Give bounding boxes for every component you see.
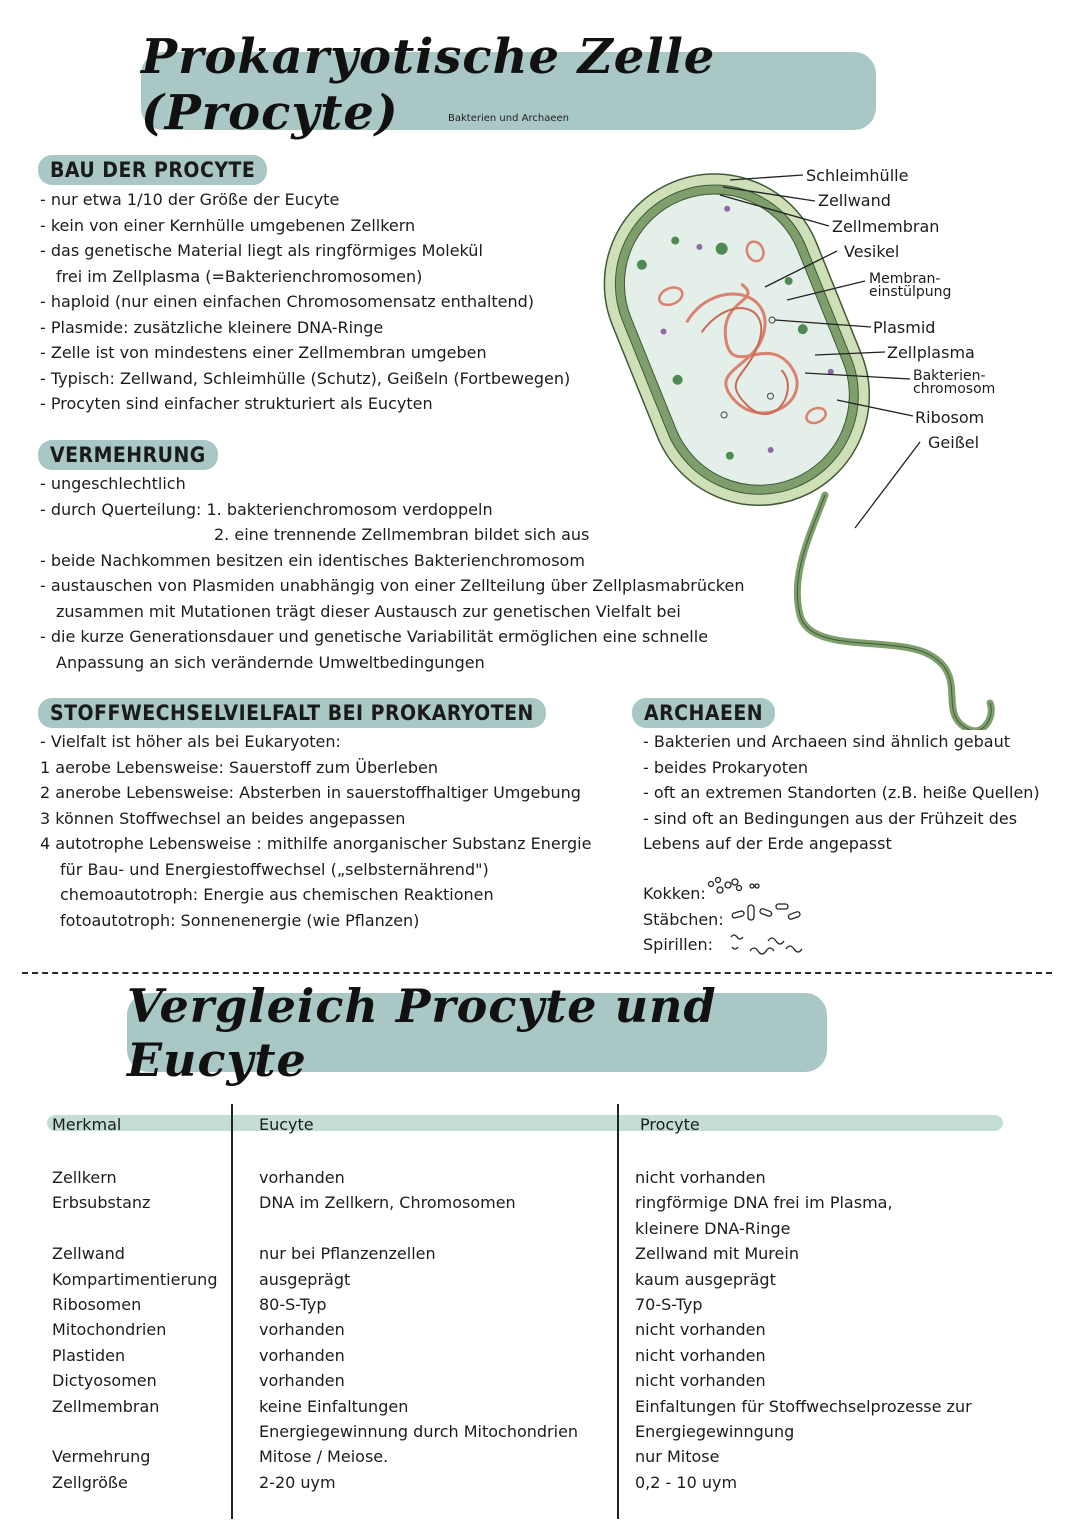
merkmal-cell: Plastiden xyxy=(52,1345,126,1365)
label-geissel: Geißel xyxy=(928,433,980,452)
archaeen-line: - Bakterien und Archaeen sind ähnlich gebaut xyxy=(643,732,1011,751)
stoffwechsel-line: fotoautotroph: Sonnenenergie (wie Pflanzen) xyxy=(60,910,420,930)
label-kokken: Kokken: xyxy=(643,884,706,903)
bau-line: - haploid (nur einen einfachen Chromosomensatz enthaltend) xyxy=(40,292,535,311)
comparison-title: Vergleich Procyte und Eucyte xyxy=(127,978,717,1087)
page-subtitle: Bakterien und Archaeen xyxy=(448,113,569,124)
vermehrung-line: Anpassung an sich verändernde Umweltbedingungen xyxy=(56,652,485,672)
eucyte-cell: ausgeprägt xyxy=(259,1269,351,1289)
procyte-diagram xyxy=(575,155,1080,730)
archaeen-line: - oft an extremen Standorten (z.B. heiße Quellen) xyxy=(643,783,1040,802)
procyte-cell: 70-S-Typ xyxy=(635,1294,703,1314)
flagellum xyxy=(797,495,991,730)
eucyte-cell: Energiegewinnung durch Mitochondrien xyxy=(259,1421,579,1441)
vermehrung-line: - ungeschlechtlich xyxy=(40,474,186,493)
eucyte-cell: vorhanden xyxy=(259,1320,345,1340)
merkmal-cell: Zellmembran xyxy=(52,1396,160,1416)
merkmal-cell: Dictyosomen xyxy=(52,1371,157,1391)
bau-line: - Typisch: Zellwand, Schleimhülle (Schutz), Geißeln (Fortbewegen) xyxy=(40,368,571,388)
stoffwechsel-list xyxy=(40,729,591,933)
vermehrung-line: - austauschen von Plasmiden unabhängig von einer Zellteilung über Zellplasmabrücken xyxy=(40,576,745,595)
column-merkmal xyxy=(52,1115,218,1495)
label-zellplasma: Zellplasma xyxy=(887,343,975,362)
stoffwechsel-line: für Bau- und Energiestoffwechsel („selbsternährend") xyxy=(60,859,489,879)
bau-list xyxy=(40,187,570,417)
vermehrung-line: zusammen mit Mutationen trägt dieser Austausch zur genetischen Vielfalt bei xyxy=(56,601,681,621)
procyte-cell: nicht vorhanden xyxy=(635,1320,766,1340)
procyte-cell: Energiegewinngung xyxy=(635,1421,795,1441)
label-membran-2: einstülpung xyxy=(869,284,952,300)
column-eucyte xyxy=(259,1115,579,1495)
procyte-cell: ringförmige DNA frei im Plasma, xyxy=(635,1193,893,1213)
staebchen-icon xyxy=(730,900,805,926)
merkmal-cell: Vermehrung xyxy=(52,1447,151,1467)
merkmal-cell: Kompartimentierung xyxy=(52,1269,218,1289)
label-schleimhuelle: Schleimhülle xyxy=(806,166,909,185)
section-heading-bau: BAU DER PROCYTE xyxy=(38,155,267,185)
header-merkmal: Merkmal xyxy=(52,1115,122,1134)
vermehrung-line: - die kurze Generationsdauer und genetische Variabilität ermöglichen eine schnelle xyxy=(40,627,709,646)
eucyte-cell: vorhanden xyxy=(259,1345,345,1365)
header-procyte: Procyte xyxy=(640,1115,700,1134)
bau-line: - Zelle ist von mindestens einer Zellmembran umgeben xyxy=(40,343,487,362)
eucyte-cell: Mitose / Meiose. xyxy=(259,1447,389,1467)
archaeen-line: - sind oft an Bedingungen aus der Frühzeit des xyxy=(643,808,1018,828)
procyte-cell: nicht vorhanden xyxy=(635,1168,766,1187)
procyte-cell: nur Mitose xyxy=(635,1447,720,1467)
eucyte-cell: DNA im Zellkern, Chromosomen xyxy=(259,1193,516,1213)
stoffwechsel-line: chemoautotroph: Energie aus chemischen Reaktionen xyxy=(60,885,494,904)
stoffwechsel-line: - Vielfalt ist höher als bei Eukaryoten: xyxy=(40,732,341,751)
section-heading-archaeen: ARCHAEEN xyxy=(632,698,775,728)
archaeen-list xyxy=(643,729,1040,857)
eucyte-cell: vorhanden xyxy=(259,1168,345,1187)
merkmal-cell: Zellgröße xyxy=(52,1472,128,1492)
label-vesikel: Vesikel xyxy=(844,242,900,261)
column-divider xyxy=(231,1104,233,1519)
cell-illustration xyxy=(575,155,1080,730)
flagellum-outline xyxy=(797,495,991,730)
spirillen-icon xyxy=(728,929,808,957)
comparison-title-banner xyxy=(127,978,827,1087)
merkmal-cell: Erbsubstanz xyxy=(52,1193,151,1213)
merkmal-cell xyxy=(52,1216,217,1241)
column-divider xyxy=(617,1104,619,1519)
stoffwechsel-line: 2 anerobe Lebensweise: Absterben in sauerstoffhaltiger Umgebung xyxy=(40,783,581,802)
bau-line: - nur etwa 1/10 der Größe der Eucyte xyxy=(40,190,340,209)
eucyte-cell: nur bei Pflanzenzellen xyxy=(259,1244,436,1264)
eucyte-cell: 80-S-Typ xyxy=(259,1294,327,1314)
eucyte-cell: vorhanden xyxy=(259,1371,345,1391)
stoffwechsel-line: 4 autotrophe Lebensweise : mithilfe anorganischer Substanz Energie xyxy=(40,834,592,853)
procyte-cell: 0,2 - 10 uym xyxy=(635,1472,738,1492)
label-chromosom-2: chromosom xyxy=(913,381,996,397)
label-zellwand: Zellwand xyxy=(818,191,891,210)
bau-line: - Plasmide: zusätzliche kleinere DNA-Ringe xyxy=(40,317,384,337)
stoffwechsel-line: 1 aerobe Lebensweise: Sauerstoff zum Überleben xyxy=(40,757,438,777)
archaeen-line: - beides Prokaryoten xyxy=(643,757,808,777)
vermehrung-line: - durch Querteilung: 1. bakterienchromosom verdoppeln xyxy=(40,499,493,519)
archaeen-line: Lebens auf der Erde angepasst xyxy=(643,834,892,853)
bau-line: - Procyten sind einfacher strukturiert als Eucyten xyxy=(40,394,433,413)
procyte-cell: kleinere DNA-Ringe xyxy=(635,1218,791,1238)
header-eucyte: Eucyte xyxy=(259,1115,314,1134)
vermehrung-line: 2. eine trennende Zellmembran bildet sich aus xyxy=(214,525,590,544)
section-divider xyxy=(22,972,1052,974)
label-plasmid: Plasmid xyxy=(873,318,936,337)
merkmal-cell: Mitochondrien xyxy=(52,1320,167,1340)
merkmal-cell xyxy=(52,1419,217,1444)
eucyte-cell: keine Einfaltungen xyxy=(259,1396,409,1416)
table-header-bar xyxy=(47,1115,1003,1131)
page-title: Prokaryotische Zelle (Procyte) xyxy=(141,29,716,141)
merkmal-cell: Zellwand xyxy=(52,1244,125,1264)
label-spirillen: Spirillen: xyxy=(643,935,714,954)
bau-line: - kein von einer Kernhülle umgebenen Zellkern xyxy=(40,215,416,235)
procyte-cell: Zellwand mit Murein xyxy=(635,1244,799,1264)
label-chromosom-1: Bakterien- xyxy=(913,368,986,384)
eucyte-cell: 2-20 uym xyxy=(259,1472,336,1492)
bau-line: - das genetische Material liegt als ringförmiges Molekül xyxy=(40,241,483,260)
label-staebchen: Stäbchen: xyxy=(643,910,724,929)
section-heading-stoffwechsel: STOFFWECHSELVIELFALT BEI PROKARYOTEN xyxy=(38,698,546,728)
kokken-icon xyxy=(706,874,766,898)
vermehrung-line: - beide Nachkommen besitzen ein identisches Bakterienchromosom xyxy=(40,550,585,570)
label-ribosom: Ribosom xyxy=(915,408,985,427)
procyte-cell: nicht vorhanden xyxy=(635,1371,766,1391)
stoffwechsel-line: 3 können Stoffwechsel an beides angepassen xyxy=(40,808,406,828)
procyte-cell: Einfaltungen für Stoffwechselprozesse zur xyxy=(635,1396,972,1416)
procyte-cell: kaum ausgeprägt xyxy=(635,1269,776,1289)
merkmal-cell: Ribosomen xyxy=(52,1294,142,1314)
bau-line: frei im Zellplasma (=Bakterienchromosomen) xyxy=(56,266,423,286)
column-procyte xyxy=(635,1115,972,1495)
merkmal-cell: Zellkern xyxy=(52,1168,117,1187)
section-heading-vermehrung: VERMEHRUNG xyxy=(38,440,218,470)
label-membran-1: Membran- xyxy=(869,271,941,287)
title-banner xyxy=(141,29,876,141)
eucyte-cell xyxy=(259,1216,578,1241)
label-zellmembran: Zellmembran xyxy=(832,217,940,236)
procyte-cell: nicht vorhanden xyxy=(635,1345,766,1365)
